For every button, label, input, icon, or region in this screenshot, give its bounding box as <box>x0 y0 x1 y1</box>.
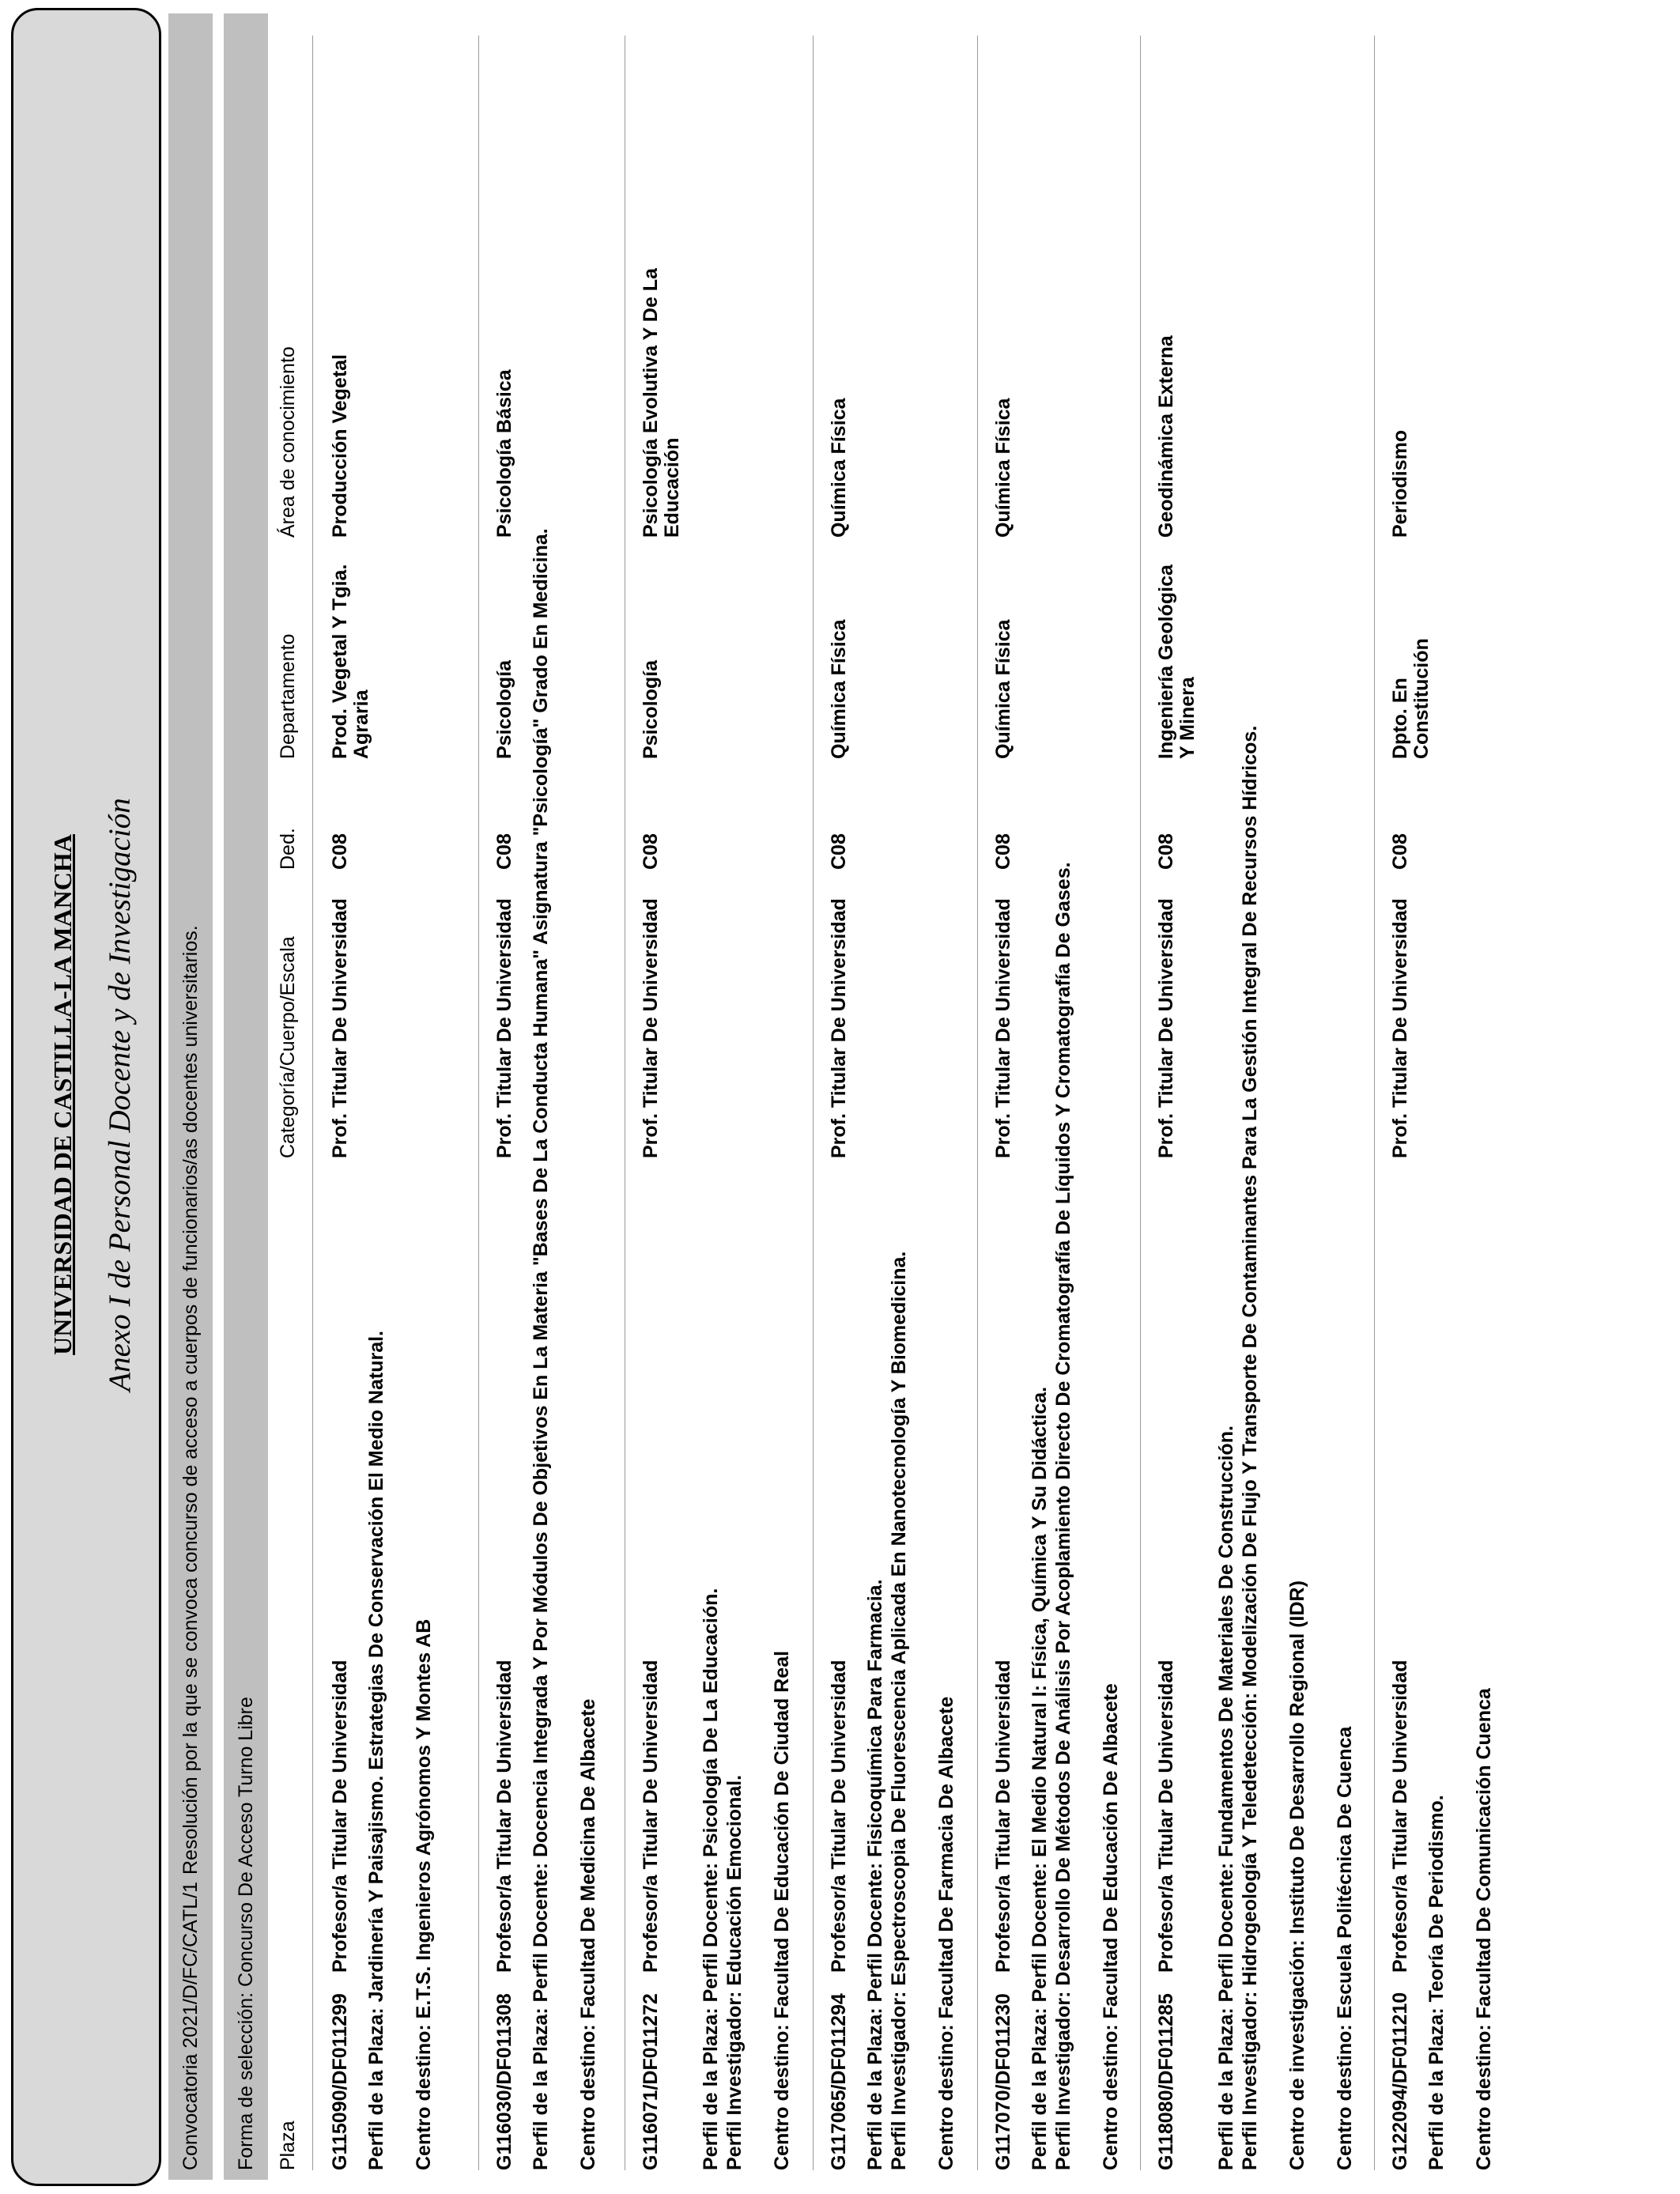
entry-separator <box>1374 36 1375 2170</box>
categoria-value: Prof. Titular De Universidad <box>1389 898 1411 1158</box>
categoria-value: Prof. Titular De Universidad <box>828 898 850 1158</box>
dedicacion-value: C08 <box>992 833 1014 870</box>
entry-separator <box>977 36 978 2170</box>
area-value: Psicología Evolutiva Y De La Educación <box>640 268 683 538</box>
entry-separator <box>1140 36 1141 2170</box>
entry-detail-line: Perfil Investigador: Educación Emocional. <box>723 1774 746 2170</box>
annex-title: Anexo I de Personal Docente y de Investigación <box>103 798 137 1392</box>
convocatoria-band <box>168 13 213 2180</box>
categoria-value: Prof. Titular De Universidad <box>992 898 1014 1158</box>
departamento-value: Dpto. En Constitución <box>1389 638 1433 759</box>
area-value: Producción Vegetal <box>329 353 351 538</box>
categoria-value: Prof. Titular De Universidad <box>493 898 515 1158</box>
column-header-area: Área de conocimiento <box>277 346 299 538</box>
university-title: UNIVERSIDAD DE CASTILLA-LA MANCHA <box>48 834 77 1355</box>
entry-detail-line: Centro destino: Facultad De Farmacia De Albacete <box>935 1696 957 2170</box>
plaza-title: Profesor/a Titular De Universidad <box>640 1660 662 1973</box>
selection-band <box>224 13 268 2180</box>
plaza-code: G116030/DF011308 <box>493 1993 515 2170</box>
column-header-categoria: Categoría/Cuerpo/Escala <box>277 936 299 1158</box>
departamento-value: Prod. Vegetal Y Tgia. Agraria <box>329 564 372 759</box>
column-header-departamento: Departamento <box>277 633 299 759</box>
departamento-value: Psicología <box>640 659 662 759</box>
dedicacion-value: C08 <box>493 833 515 870</box>
plaza-title: Profesor/a Titular De Universidad <box>828 1660 850 1973</box>
entry-detail-line: Centro destino: Escuela Politécnica De Cuenca <box>1334 1726 1356 2170</box>
entry-detail-line: Centro destino: E.T.S. Ingenieros Agrónomos Y Montes AB <box>413 1618 435 2170</box>
categoria-value: Prof. Titular De Universidad <box>640 898 662 1158</box>
categoria-value: Prof. Titular De Universidad <box>329 898 351 1158</box>
plaza-code: G118080/DF011285 <box>1155 1993 1177 2170</box>
entry-detail-line: Perfil de la Plaza: Perfil Docente: Fundamentos De Materiales De Construcción. <box>1215 1426 1237 2170</box>
selection-form: Forma de selección: Concurso De Acceso Turno Libre <box>235 1697 257 2170</box>
categoria-value: Prof. Titular De Universidad <box>1155 898 1177 1158</box>
entry-detail-line: Perfil de la Plaza: Jardinería Y Paisajismo. Estrategias De Conservación El Medio Natural. <box>365 1331 387 2170</box>
entry-detail-line: Centro de investigación: Instituto De Desarrollo Regional (IDR) <box>1286 1580 1308 2170</box>
convocatoria-code: Convocatoria 2021/D/FC/CATL/1 <box>179 1882 202 2170</box>
plaza-title: Profesor/a Titular De Universidad <box>493 1660 515 1973</box>
area-value: Química Física <box>992 398 1014 538</box>
area-value: Periodismo <box>1389 429 1411 538</box>
departamento-value: Ingeniería Geológica Y Minera <box>1155 565 1199 759</box>
entry-detail-line: Perfil de la Plaza: Perfil Docente: Psicología De La Educación. <box>700 1588 722 2170</box>
plaza-code: G117065/DF011294 <box>828 1993 850 2170</box>
plaza-title: Profesor/a Titular De Universidad <box>992 1660 1014 1973</box>
entry-separator <box>312 36 313 2170</box>
convocatoria-resolution: Resolución por la que se convoca concurso de acceso a cuerpos de funcionarios/as docentes universitarios. <box>179 925 202 1875</box>
entry-detail-line: Perfil de la Plaza: Perfil Docente: El Medio Natural I: Física, Química Y Su Didáctica. <box>1029 1386 1051 2170</box>
column-header-plaza: Plaza <box>277 2120 299 2170</box>
entry-detail-line: Centro destino: Facultad De Educación De Albacete <box>1100 1683 1122 2170</box>
entry-detail-line: Centro destino: Facultad De Medicina De Albacete <box>577 1698 599 2170</box>
plaza-title: Profesor/a Titular De Universidad <box>1155 1660 1177 1973</box>
entry-separator <box>478 36 479 2170</box>
area-value: Química Física <box>828 398 850 538</box>
dedicacion-value: C08 <box>828 833 850 870</box>
plaza-code: G116071/DF011272 <box>640 1993 662 2170</box>
dedicacion-value: C08 <box>329 833 351 870</box>
dedicacion-value: C08 <box>640 833 662 870</box>
plaza-title: Profesor/a Titular De Universidad <box>1389 1660 1411 1973</box>
entry-detail-line: Perfil Investigador: Desarrollo De Métodos De Análisis Por Acoplamiento Directo De Cromatografía De Líquidos Y Cromatografía De Gases. <box>1052 862 1074 2170</box>
entry-separator <box>813 36 814 2170</box>
departamento-value: Psicología <box>493 659 515 759</box>
entry-detail-line: Centro destino: Facultad De Comunicación Cuenca <box>1473 1688 1495 2170</box>
area-value: Psicología Básica <box>493 369 515 538</box>
header-box <box>11 8 161 2186</box>
departamento-value: Química Física <box>828 619 850 759</box>
entry-detail-line: Perfil Investigador: Hidrogeología Y Teledetección: Modelización De Flujo Y Transporte De Contaminantes Para La Gestión Integral De Recursos Hídricos. <box>1239 725 1261 2170</box>
entry-detail-line: Perfil de la Plaza: Perfil Docente: Docencia Integrada Y Por Módulos De Objetivos En La Materia "Bases De La Conducta Humana" Asignatura "Psicología" Grado En Medicina. <box>530 528 552 2170</box>
plaza-code: G122094/DF011210 <box>1389 1992 1411 2170</box>
plaza-title: Profesor/a Titular De Universidad <box>329 1660 351 1973</box>
dedicacion-value: C08 <box>1389 833 1411 870</box>
departamento-value: Química Física <box>992 619 1014 759</box>
entry-detail-line: Centro destino: Facultad De Educación De Ciudad Real <box>771 1650 793 2170</box>
area-value: Geodinámica Externa <box>1155 335 1177 538</box>
entry-detail-line: Perfil de la Plaza: Teoría De Periodismo. <box>1425 1795 1448 2170</box>
column-header-ded: Ded. <box>277 828 299 870</box>
plaza-code: G115090/DF011299 <box>329 1993 351 2170</box>
dedicacion-value: C08 <box>1155 833 1177 870</box>
entry-detail-line: Perfil Investigador: Espectroscopia De Fluorescencia Aplicada En Nanotecnología Y Biomedicina. <box>888 1251 910 2170</box>
plaza-code: G117070/DF011230 <box>992 1993 1014 2170</box>
entry-detail-line: Perfil de la Plaza: Perfil Docente: Fisicoquímica Para Farmacia. <box>864 1579 886 2170</box>
